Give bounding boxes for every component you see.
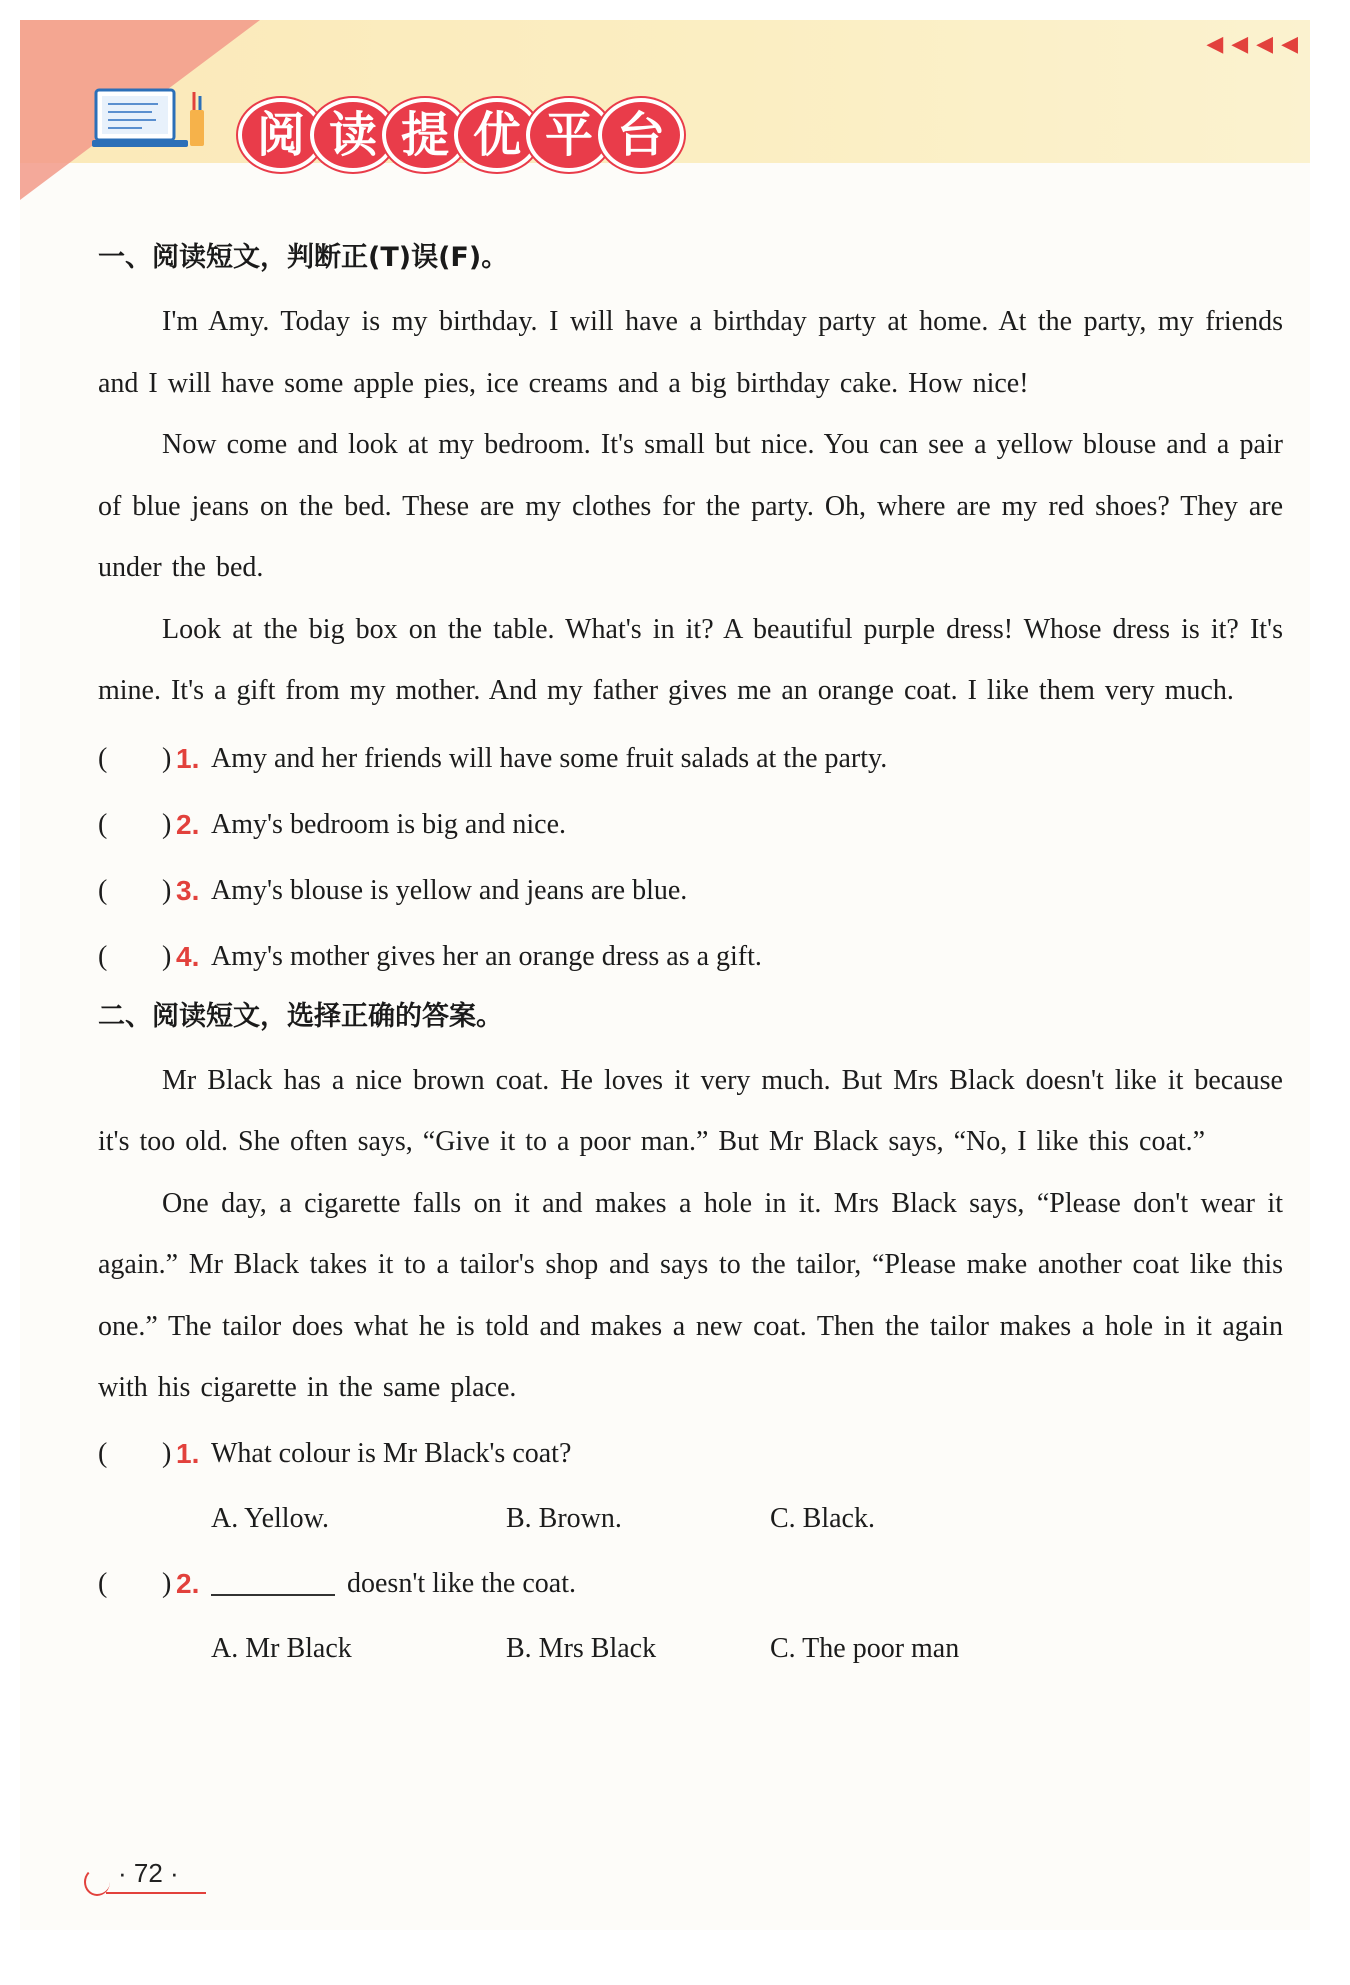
title-char: 台 [598,98,684,172]
question-text: Amy's mother gives her an orange dress as a gift. [211,940,762,972]
answer-paren-open[interactable]: ( [98,1567,108,1599]
answer-paren-close: ) [162,808,172,840]
title-char: 阅 [238,98,324,172]
answer-paren-open[interactable]: ( [98,940,108,972]
answer-paren-open[interactable]: ( [98,1437,108,1469]
reading-paragraph: Mr Black has a nice brown coat. He loves it very much. But Mrs Black doesn't like it because it's too old. She often says, “Give it to a poor man.” But Mr Black says, “No, I like this coat.” [98,1064,1283,1157]
answer-paren-open[interactable]: ( [98,874,108,906]
question-number: 3. [176,874,200,906]
answer-paren-open[interactable]: ( [98,808,108,840]
answer-options [98,1617,1283,1681]
arrow-left-icon: ◀ [1256,32,1274,57]
reading-paragraph: Look at the big box on the table. What's in it? A beautiful purple dress! Whose dress is it? It's mine. It's a gift from my mother. And my father gives me an orange coat. I like them very much. [98,613,1283,706]
question-number: 1. [176,1437,200,1469]
page-title [238,98,670,172]
option-a[interactable]: A. Yellow. [211,1502,329,1534]
option-a[interactable]: A. Mr Black [211,1632,352,1664]
question-text: Amy and her friends will have some fruit salads at the party. [211,742,888,774]
reading-paragraph: I'm Amy. Today is my birthday. I will have a birthday party at home. At the party, my friends and I will have some apple pies, ice creams and a big birthday cake. How nice! [98,306,1283,399]
true-false-question [98,924,1283,990]
reading-paragraph: Now come and look at my bedroom. It's small but nice. You can see a yellow blouse and a pair of blue jeans on the bed. These are my clothes for the party. Oh, where are my red shoes? They are under the bed. [98,429,1283,583]
question-text: Amy's bedroom is big and nice. [211,808,566,840]
question-number: 2. [176,1567,200,1599]
title-char: 提 [382,98,468,172]
workbook-page [20,20,1310,1930]
option-c[interactable]: C. The poor man [770,1632,960,1664]
answer-paren-open[interactable]: ( [98,742,108,774]
question-text-with-blank [211,1551,576,1617]
arrow-left-icon: ◀ [1206,32,1224,57]
answer-paren-close: ) [162,1437,172,1469]
option-b[interactable]: B. Mrs Black [506,1632,657,1664]
answer-paren-close: ) [162,940,172,972]
header-banner [20,20,1310,163]
page-footer [84,1858,206,1894]
title-char: 平 [526,98,612,172]
section-heading: 二、阅读短文，选择正确的答案。 [98,1000,503,1032]
true-false-question [98,726,1283,792]
reading-paragraph: One day, a cigarette falls on it and makes a hole in it. Mrs Black says, “Please don't wear it again.” Mr Black takes it to a tailor's shop and says to the tailor, “Please make another coat like this one.” The tailor does what he is told and makes a new coat. Then the tailor makes a hole in it again with his cigarette in the same place. [98,1187,1283,1403]
page-number: · 72 · [118,1858,179,1888]
question-number: 2. [176,808,200,840]
answer-paren-close: ) [162,742,172,774]
question-text: doesn't like the coat. [347,1567,576,1599]
question-number: 1. [176,742,200,774]
fill-in-blank[interactable] [211,1566,335,1596]
arrow-left-icon: ◀ [1231,32,1249,57]
answer-paren-close: ) [162,874,172,906]
question-text: What colour is Mr Black's coat? [211,1437,572,1469]
true-false-question [98,858,1283,924]
title-char: 读 [310,98,396,172]
question-number: 4. [176,940,200,972]
footer-underline [106,1892,206,1894]
option-b[interactable]: B. Brown. [506,1502,622,1534]
true-false-question [98,792,1283,858]
section-heading: 一、阅读短文，判断正(T)误(F)。 [98,242,509,273]
banner-arrows [1206,32,1298,57]
laptop-icon [92,88,232,152]
arrow-left-icon: ◀ [1281,32,1298,57]
multiple-choice-question [98,1421,1283,1487]
question-text: Amy's blouse is yellow and jeans are blue. [211,874,688,906]
answer-options [98,1487,1283,1551]
answer-paren-close: ) [162,1567,172,1599]
multiple-choice-question [98,1551,1283,1617]
title-char: 优 [454,98,540,172]
option-c[interactable]: C. Black. [770,1502,875,1534]
page-content [98,235,1283,1681]
